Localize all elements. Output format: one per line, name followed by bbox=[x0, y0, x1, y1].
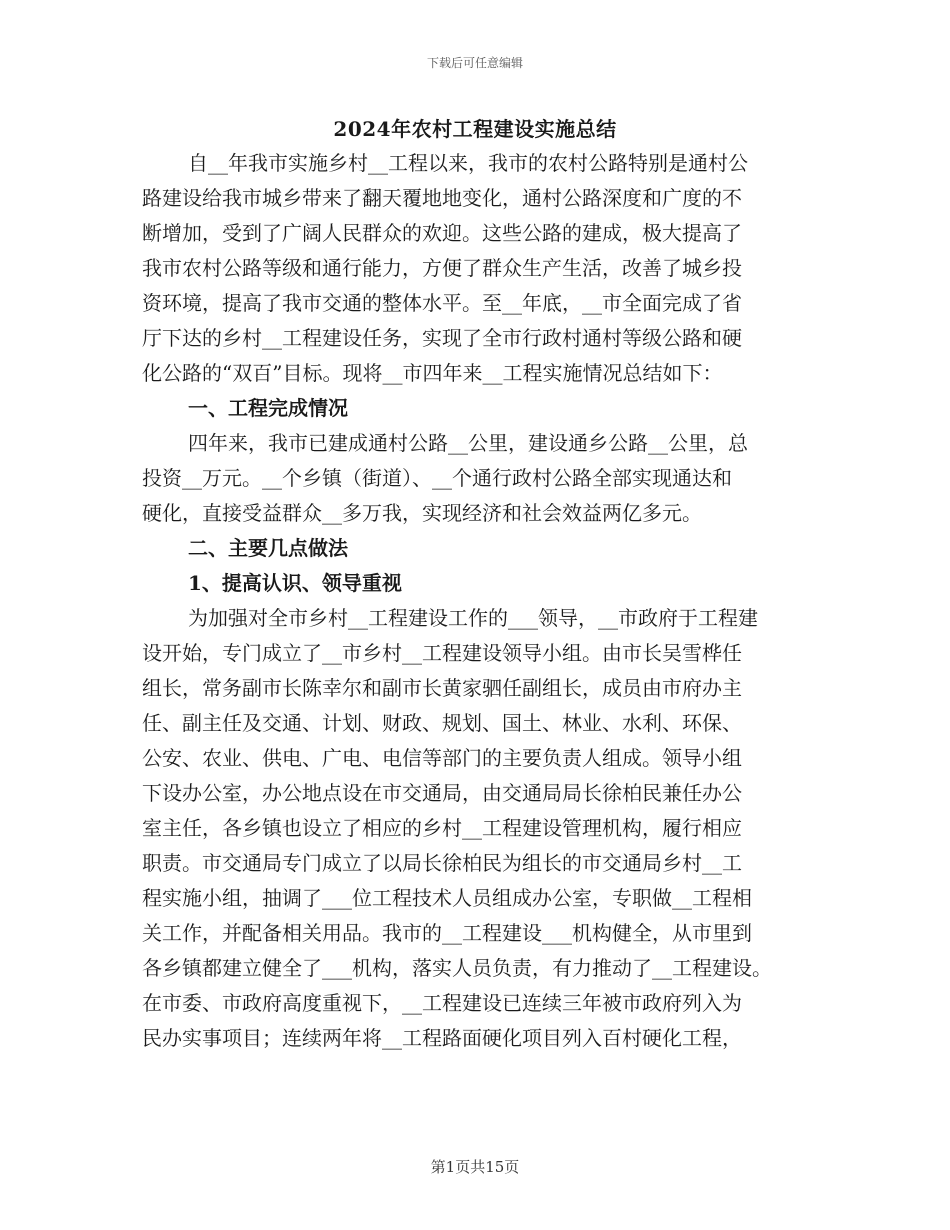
body-text-line: 在市委、市政府高度重视下，__工程建设已连续三年被市政府列入为 bbox=[142, 991, 742, 1015]
body-text-line: 组长，常务副市长陈幸尔和副市长黄家驷任副组长，成员由市府办主 bbox=[142, 676, 742, 700]
document-title: 2024年农村工程建设实施总结 bbox=[333, 117, 617, 141]
body-text-line: 自__年我市实施乡村__工程以来，我市的农村公路特别是通村公 bbox=[188, 151, 748, 175]
body-text-line: 断增加，受到了广阔人民群众的欢迎。这些公路的建成，极大提高了 bbox=[142, 221, 742, 245]
body-text-line: 路建设给我市城乡带来了翻天覆地地变化，通村公路深度和广度的不 bbox=[142, 186, 742, 210]
body-text-line: 关工作，并配备相关用品。我市的__工程建设___机构健全，从市里到 bbox=[142, 921, 752, 945]
body-text-line: 下设办公室，办公地点设在市交通局，由交通局局长徐柏民兼任办公 bbox=[142, 781, 742, 805]
header-note: 下载后可任意编辑 bbox=[426, 56, 523, 70]
body-text-line: 设开始，专门成立了__市乡村__工程建设领导小组。由市长吴雪桦任 bbox=[142, 641, 742, 665]
section-heading: 二、主要几点做法 bbox=[188, 536, 348, 560]
body-text-line: 资环境，提高了我市交通的整体水平。至__年底，__市全面完成了省 bbox=[142, 291, 742, 315]
document-body bbox=[142, 146, 822, 1056]
body-text-line: 公安、农业、供电、广电、电信等部门的主要负责人组成。领导小组 bbox=[142, 746, 742, 770]
body-text-line: 任、副主任及交通、计划、财政、规划、国土、林业、水利、环保、 bbox=[142, 711, 742, 735]
body-text-line: 为加强对全市乡村__工程建设工作的___领导，__市政府于工程建 bbox=[188, 606, 758, 630]
body-text-line: 我市农村公路等级和通行能力，方便了群众生产生活，改善了城乡投 bbox=[142, 256, 742, 280]
body-text-line: 室主任，各乡镇也设立了相应的乡村__工程建设管理机构，履行相应 bbox=[142, 816, 742, 840]
body-text-line: 职责。市交通局专门成立了以局长徐柏民为组长的市交通局乡村__工 bbox=[142, 851, 742, 875]
body-text-line: 厅下达的乡村__工程建设任务，实现了全市行政村通村等级公路和硬 bbox=[142, 326, 742, 350]
body-text-line: 民办实事项目；连续两年将__工程路面硬化项目列入百村硬化工程， bbox=[142, 1026, 742, 1050]
body-text-line: 化公路的“双百”目标。现将__市四年来__工程实施情况总结如下： bbox=[142, 361, 723, 385]
body-text-line: 各乡镇都建立健全了___机构，落实人员负责，有力推动了__工程建设。 bbox=[142, 956, 772, 980]
section-heading: 一、工程完成情况 bbox=[188, 396, 348, 420]
body-text-line: 硬化，直接受益群众__多万我，实现经济和社会效益两亿多元。 bbox=[142, 501, 702, 525]
body-text-line: 投资__万元。__个乡镇（街道）、__个通行政村公路全部实现通达和 bbox=[142, 466, 732, 490]
body-text-line: 四年来，我市已建成通村公路__公里，建设通乡公路__公里，总 bbox=[188, 431, 748, 455]
body-text-line: 程实施小组，抽调了___位工程技术人员组成办公室，专职做__工程相 bbox=[142, 886, 752, 910]
section-heading: 1、提高认识、领导重视 bbox=[188, 571, 402, 595]
page-footer: 第1页共15页 bbox=[430, 1158, 520, 1176]
